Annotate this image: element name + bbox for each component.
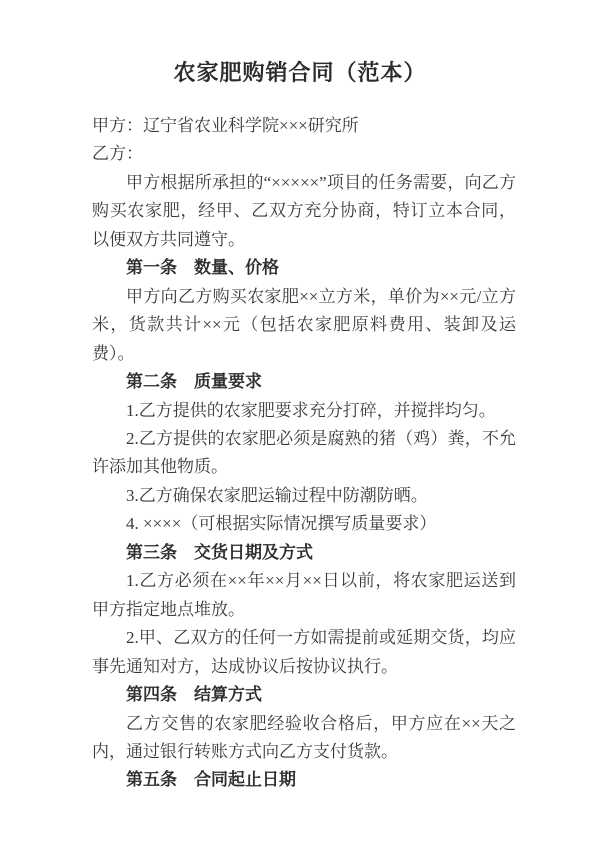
- section-heading: 第五条 合同起止日期: [126, 770, 296, 790]
- section-heading: 第一条 数量、价格: [126, 258, 279, 278]
- party-line: 甲方：辽宁省农业科学院×××研究所: [92, 116, 359, 135]
- paragraph: 2.甲、乙双方的任何一方如需提前或延期交货，均应事先通知对方，达成协议后按协议执行。: [92, 628, 516, 676]
- paragraph: 4. ××××（可根据实际情况撰写质量要求）: [126, 514, 437, 534]
- section-heading: 第四条 结算方式: [126, 685, 262, 705]
- party-line: 乙方：: [92, 144, 143, 164]
- document-title: 农家肥购销合同（范本）: [173, 60, 427, 85]
- document-body: [92, 112, 516, 795]
- paragraph: 甲方根据所承担的“×××××”项目的任务需要，向乙方购买农家肥，经甲、乙双方充分协商，特订立本合同，以便双方共同遵守。: [92, 172, 516, 249]
- paragraph: 1.乙方必须在××年××月××日以前，将农家肥运送到甲方指定地点堆放。: [92, 571, 516, 619]
- paragraph: 甲方向乙方购买农家肥××立方米，单价为××元/立方米，货款共计××元（包括农家肥原料费用、装卸及运费）。: [92, 286, 516, 363]
- section-heading: 第三条 交货日期及方式: [126, 542, 313, 562]
- section-heading: 第二条 质量要求: [126, 372, 262, 392]
- paragraph: 3.乙方确保农家肥运输过程中防潮防晒。: [126, 485, 428, 505]
- paragraph: 乙方交售的农家肥经验收合格后，甲方应在××天之内，通过银行转账方式向乙方支付货款。: [92, 713, 516, 761]
- paragraph: 2.乙方提供的农家肥必须是腐熟的猪（鸡）粪，不允许添加其他物质。: [92, 428, 516, 477]
- paragraph: 1.乙方提供的农家肥要求充分打碎，并搅拌均匀。: [126, 400, 496, 420]
